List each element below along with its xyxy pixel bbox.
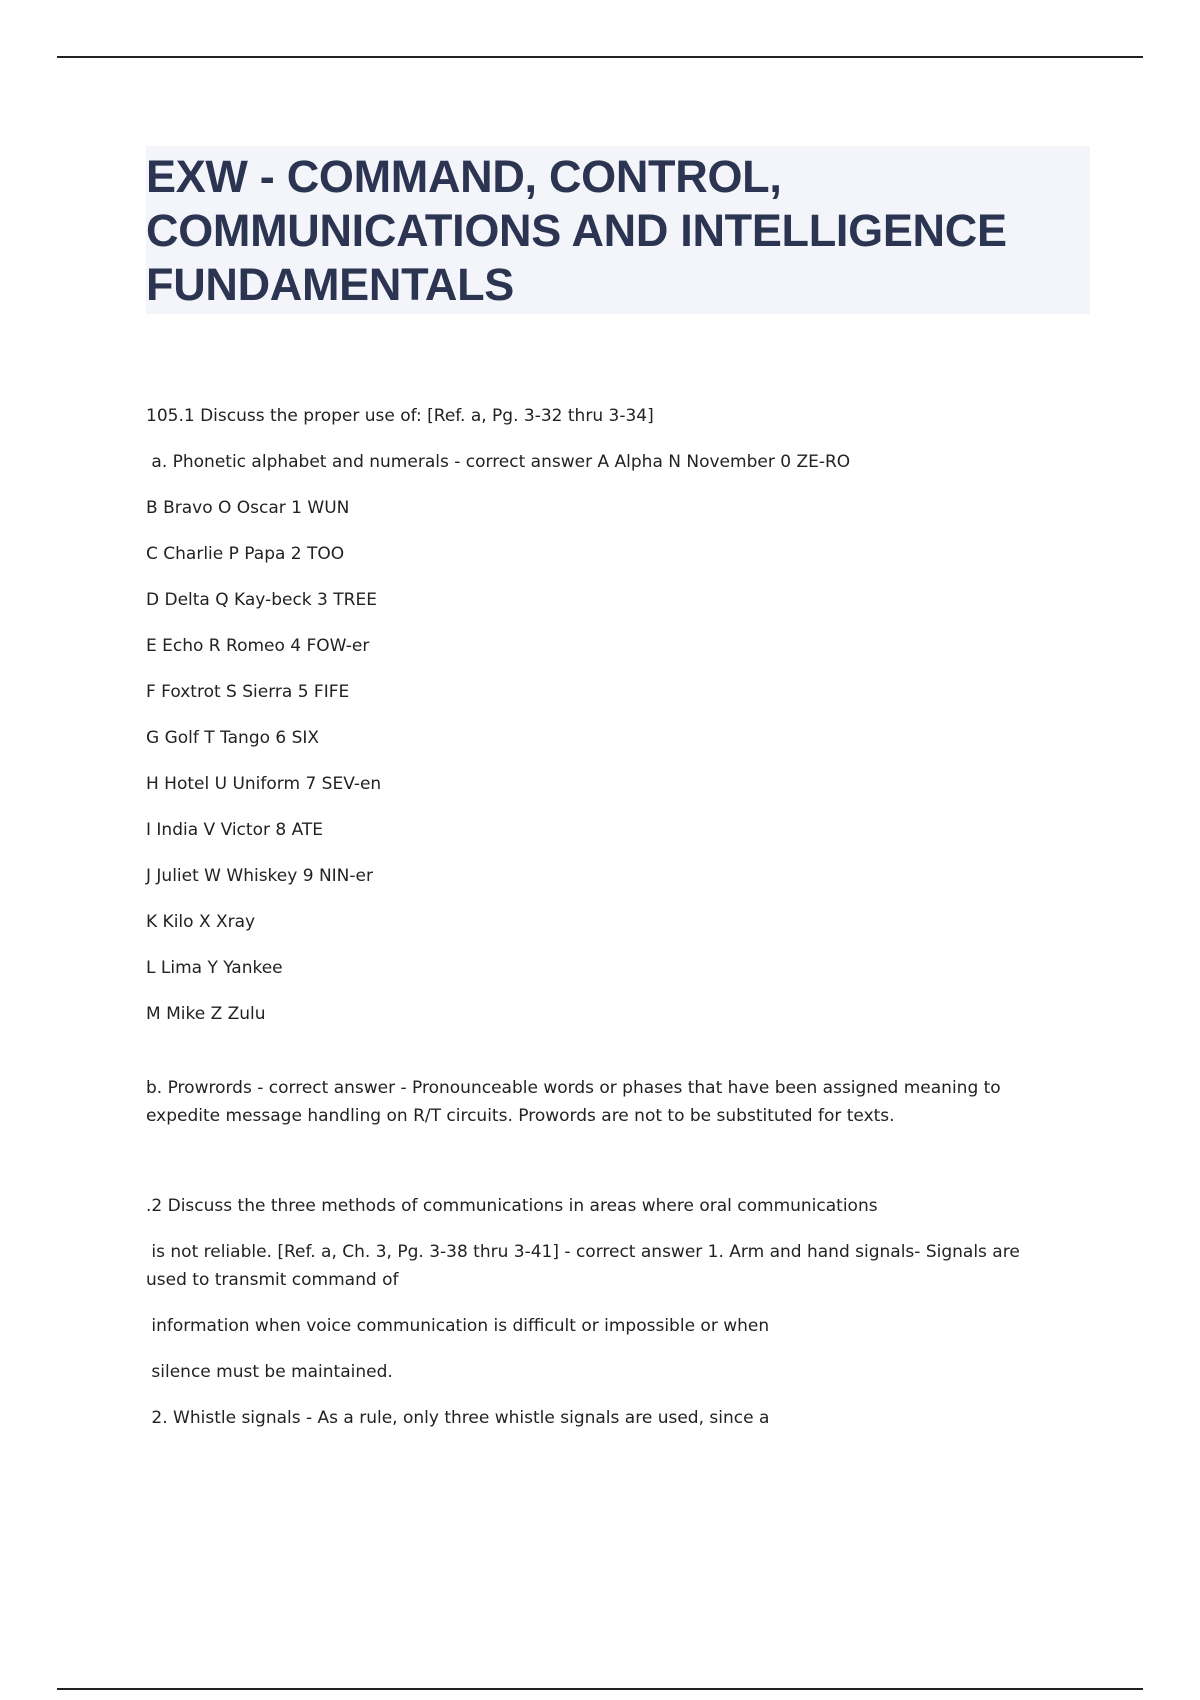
alphabet-line: B Bravo O Oscar 1 WUN	[146, 498, 350, 518]
alphabet-line: G Golf T Tango 6 SIX	[146, 728, 320, 748]
alphabet-line: D Delta Q Kay-beck 3 TREE	[146, 590, 377, 610]
title-line-1: EXW - COMMAND, CONTROL,	[146, 151, 782, 202]
section-2-line: is not reliable. [Ref. a, Ch. 3, Pg. 3-38 thru 3-41] - correct answer 1. Arm and hand signals- Signals are used to transmit command of	[146, 1242, 1026, 1290]
section-2-line: silence must be maintained.	[146, 1362, 393, 1382]
alphabet-line: L Lima Y Yankee	[146, 958, 283, 978]
item-a-phonetic-alphabet: a. Phonetic alphabet and numerals - correct answer A Alpha N November 0 ZE-RO	[146, 452, 851, 472]
top-rule	[57, 56, 1143, 58]
alphabet-line: C Charlie P Papa 2 TOO	[146, 544, 345, 564]
bottom-rule	[57, 1688, 1143, 1690]
section-2-line: information when voice communication is difficult or impossible or when	[146, 1316, 770, 1336]
alphabet-line: M Mike Z Zulu	[146, 1004, 266, 1024]
section-2-line: 2. Whistle signals - As a rule, only three whistle signals are used, since a	[146, 1408, 770, 1428]
section-1-heading: 105.1 Discuss the proper use of: [Ref. a, Pg. 3-32 thru 3-34]	[146, 406, 654, 426]
title-line-2: COMMUNICATIONS AND INTELLIGENCE	[146, 205, 1007, 256]
alphabet-line: K Kilo X Xray	[146, 912, 256, 932]
alphabet-line: H Hotel U Uniform 7 SEV-en	[146, 774, 382, 794]
alphabet-line: I India V Victor 8 ATE	[146, 820, 324, 840]
document-title	[146, 150, 1106, 312]
section-2-heading: .2 Discuss the three methods of communications in areas where oral communications	[146, 1196, 878, 1216]
alphabet-line: J Juliet W Whiskey 9 NIN-er	[146, 866, 373, 886]
alphabet-line: F Foxtrot S Sierra 5 FIFE	[146, 682, 350, 702]
item-b-prowords: b. Prowrords - correct answer - Pronounceable words or phases that have been assigned meaning to expedite message handling on R/T circuits. Prowords are not to be substituted for texts.	[146, 1078, 1007, 1126]
alphabet-line: E Echo R Romeo 4 FOW-er	[146, 636, 370, 656]
document-body	[146, 402, 1066, 1450]
title-line-3: FUNDAMENTALS	[146, 259, 515, 310]
